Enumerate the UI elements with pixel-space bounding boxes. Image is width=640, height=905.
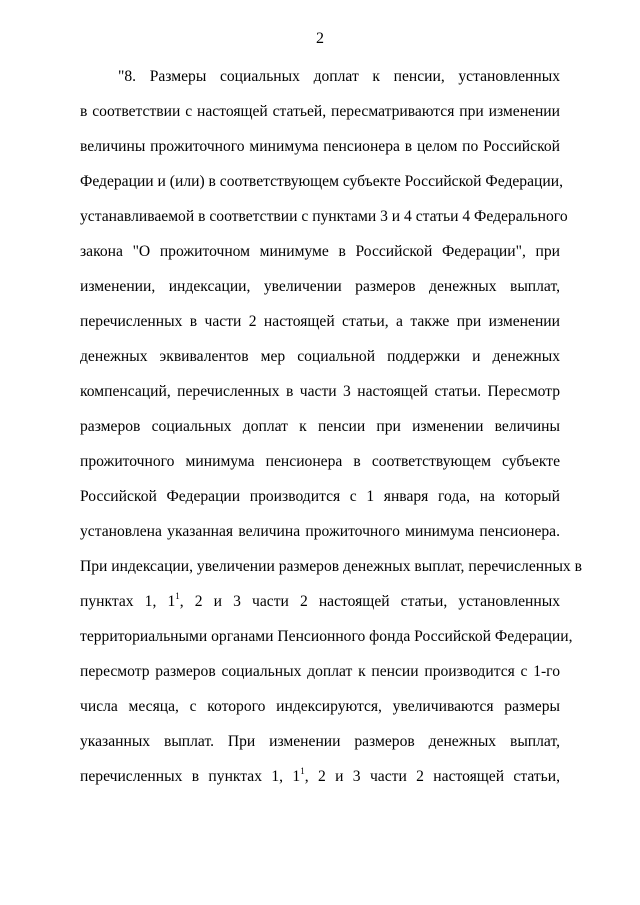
text-line: При индексации, увеличении размеров денежных выплат, перечисленных в <box>80 558 582 575</box>
text-line <box>80 591 560 626</box>
text-line: "8. Размеры социальных доплат к пенсии, установленных <box>118 68 560 85</box>
document-body <box>80 66 582 801</box>
text-line: указанных выплат. При изменении размеров денежных выплат, <box>80 733 560 750</box>
text-segment: перечисленных в пунктах 1, 1 <box>80 768 301 785</box>
text-segment: , 2 и 3 части 2 настоящей статьи, установленных <box>179 593 561 610</box>
text-line: величины прожиточного минимума пенсионера в целом по Российской <box>80 138 560 155</box>
text-line: Федерации и (или) в соответствующем субъекте Российской Федерации, <box>80 173 563 190</box>
superscript: 1 <box>175 591 180 601</box>
text-line: закона "О прожиточном минимуме в Российской Федерации", при <box>80 243 560 260</box>
text-line: прожиточного минимума пенсионера в соответствующем субъекте <box>80 453 560 470</box>
text-segment: , 2 и 3 части 2 настоящей статьи, <box>304 768 561 785</box>
text-line: изменении, индексации, увеличении размеров денежных выплат, <box>80 278 560 295</box>
superscript: 1 <box>300 766 305 776</box>
text-line <box>80 766 560 801</box>
text-line: денежных эквивалентов мер социальной поддержки и денежных <box>80 348 560 365</box>
text-line: в соответствии с настоящей статьей, пересматриваются при изменении <box>80 103 560 120</box>
text-line: компенсаций, перечисленных в части 3 настоящей статьи. Пересмотр <box>80 383 560 400</box>
text-line: числа месяца, с которого индексируются, увеличиваются размеры <box>80 698 560 715</box>
text-line: пересмотр размеров социальных доплат к пенсии производится с 1-го <box>80 663 560 680</box>
text-line: установлена указанная величина прожиточного минимума пенсионера. <box>80 523 560 540</box>
text-segment: пунктах 1, 1 <box>80 593 176 610</box>
text-line: перечисленных в части 2 настоящей статьи, а также при изменении <box>80 313 560 330</box>
page-number: 2 <box>316 30 324 47</box>
text-line: устанавливаемой в соответствии с пунктами 3 и 4 статьи 4 Федерального <box>80 208 568 225</box>
text-line: размеров социальных доплат к пенсии при изменении величины <box>80 418 560 435</box>
text-line: Российской Федерации производится с 1 января года, на который <box>80 488 560 505</box>
text-line: территориальными органами Пенсионного фонда Российской Федерации, <box>80 628 573 645</box>
